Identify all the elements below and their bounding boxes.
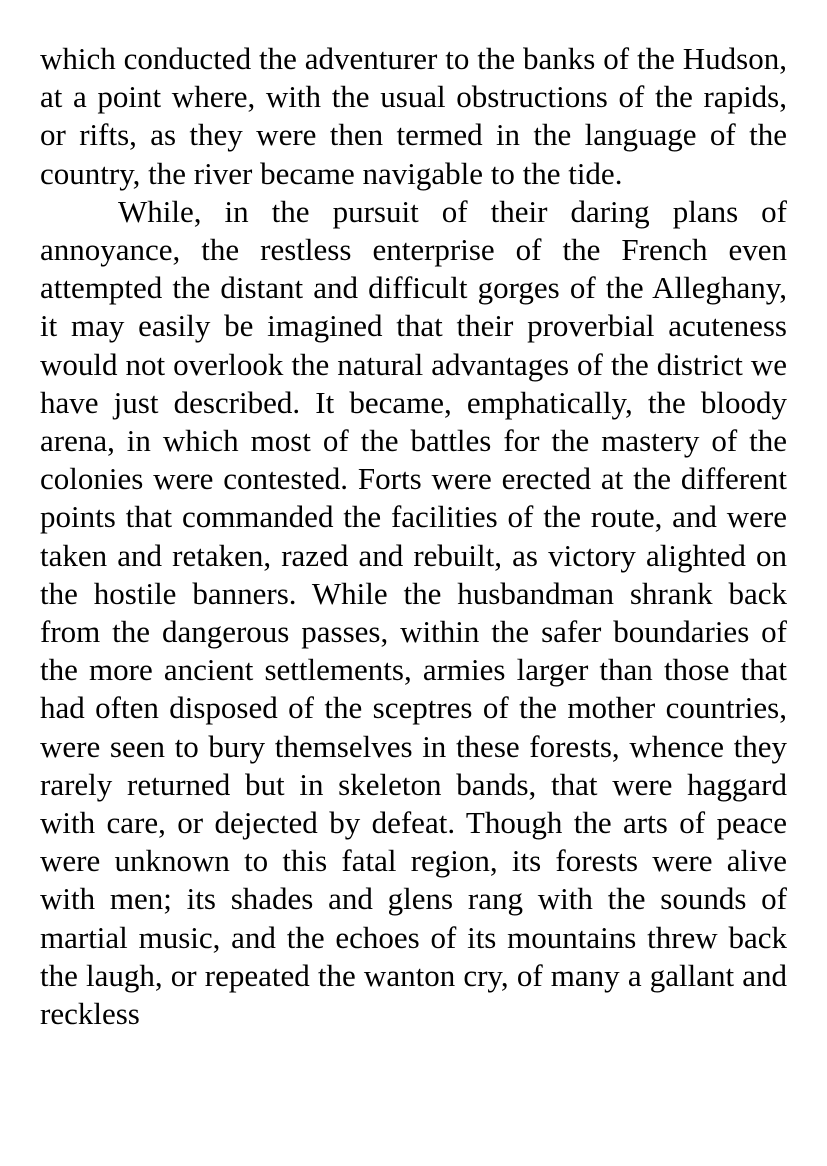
paragraph-french-enterprise: While, in the pursuit of their daring plans of annoyance, the restless enterprise of the French even attempted the distant and difficult gorges of the Alleghany, it may easily be imagined that their proverbial acuteness would not overlook the natural advantages of the district we have just described. It became, emphatically, the bloody arena, in which most of the battles for the mastery of the colonies were contested. Forts were erected at the different points that commanded the facilities of the route, and were taken and retaken, razed and rebuilt, as victory alighted on the hostile banners. While the husbandman shrank back from the dangerous passes, within the safer boundaries of the more ancient settlements, armies larger than those that had often disposed of the sceptres of the mother countries, were seen to bury themselves in these forests, whence they rarely returned but in skeleton bands, that were haggard with care, or dejected by defeat. Though the arts of peace were unknown to this fatal region, its forests were alive with men; its shades and glens rang with the sounds of martial music, and the echoes of its mountains threw back the laugh, or repeated the wanton cry, of many a gallant and reckless [40,193,787,1032]
paragraph-continuation: which conducted the adventurer to the banks of the Hudson, at a point where, with the usual obstructions of the rapids, or rifts, as they were then termed in the language of the country, the river became navigable to the tide. [40,41,787,191]
document-page [40,40,787,1033]
